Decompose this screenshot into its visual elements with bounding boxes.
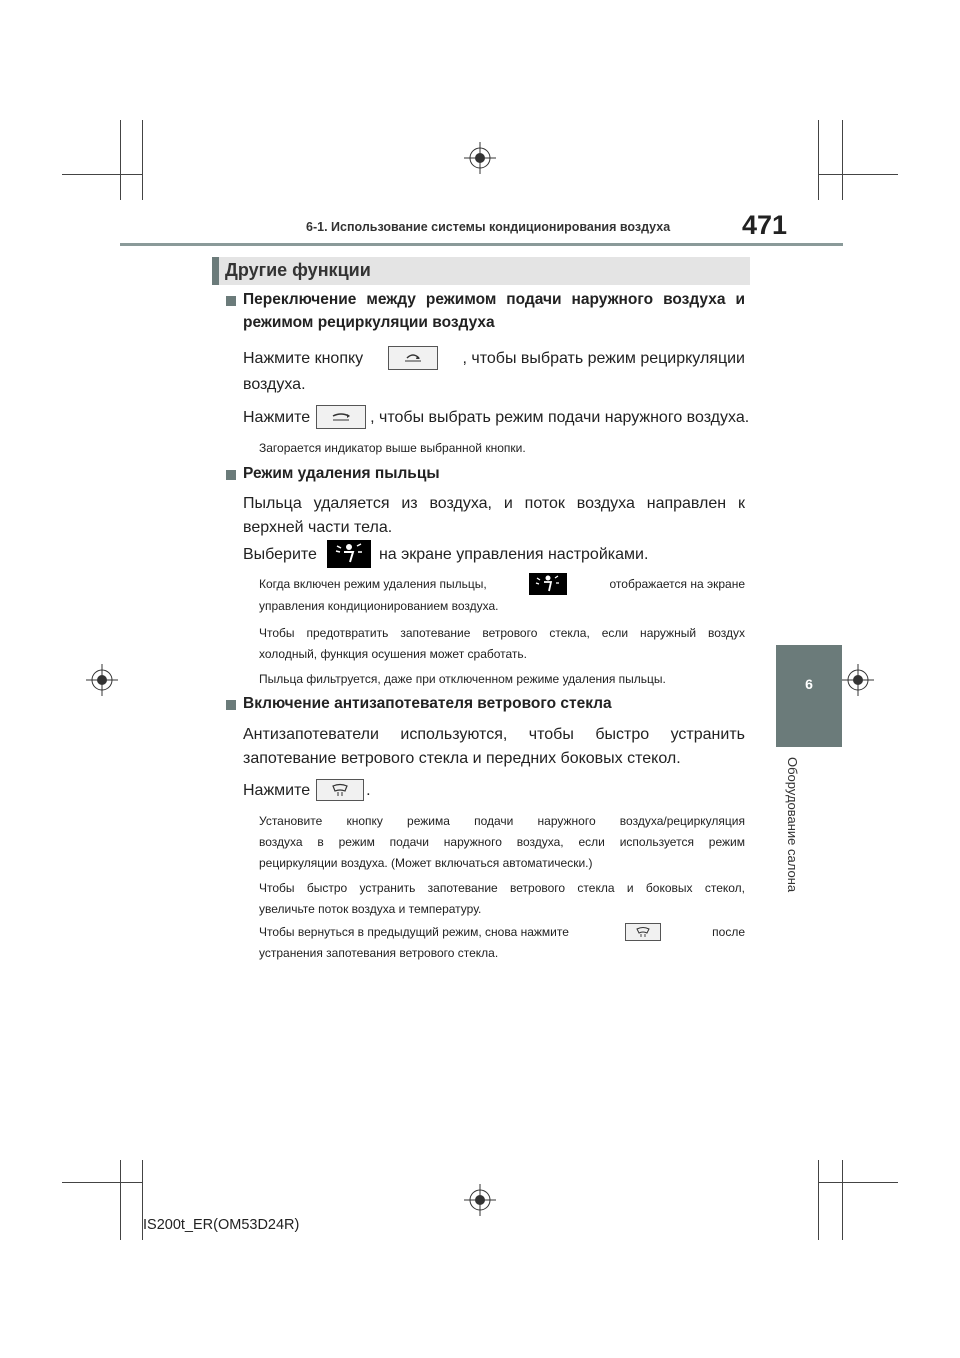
registration-mark-icon — [842, 664, 874, 696]
note-line: воздуха в режим подачи наружного воздуха, если используется режим — [259, 835, 745, 849]
chapter-tab — [776, 645, 842, 747]
note-line: рециркуляции воздуха. (Может включаться автоматически.) — [259, 856, 593, 870]
text: , чтобы выбрать режим рециркуляции — [462, 349, 745, 367]
text: , чтобы выбрать режим подачи наружного воздуха. — [370, 408, 750, 426]
pollen-mode-screen-icon — [327, 540, 371, 568]
text: Когда включен режим удаления пыльцы, — [259, 577, 487, 591]
paragraph-line: воздуха. — [243, 376, 306, 393]
section-accent — [212, 257, 219, 285]
text: отображается на экране — [609, 577, 745, 591]
paragraph-select-pollen — [243, 540, 745, 568]
heading-pollen: Режим удаления пыльцы — [243, 465, 440, 482]
text: на экране управления настройками. — [378, 545, 649, 563]
chapter-label — [784, 757, 804, 902]
header-divider — [120, 243, 843, 246]
registration-mark-icon — [464, 1184, 496, 1216]
section-title-bar — [212, 257, 750, 285]
windshield-defogger-button-icon — [625, 923, 661, 941]
pollen-mode-screen-icon — [529, 573, 567, 595]
recirculation-button-icon — [388, 346, 438, 370]
paragraph-line: запотевание ветрового стекла и передних боковых стекол. — [243, 750, 681, 767]
note-set-outside-air: Установите кнопку режима подачи наружного воздуха/рециркуляция — [259, 814, 745, 828]
paragraph-outside-air — [243, 403, 750, 431]
note-line: холодный, функция осушения может сработать. — [259, 647, 528, 661]
note-pollen-filter: Пыльца фильтруется, даже при отключенном режиме удаления пыльцы. — [259, 672, 666, 686]
windshield-defogger-button-icon — [316, 779, 364, 801]
registration-mark-icon — [464, 142, 496, 174]
note-indicator: Загорается индикатор выше выбранной кнопки. — [259, 441, 526, 455]
text: Выберите — [243, 545, 317, 563]
running-header: 6-1. Использование системы кондиционирования воздуха — [306, 220, 671, 234]
paragraph-press-defogger — [243, 776, 745, 804]
text: Нажмите — [243, 408, 311, 426]
paragraph-defogger: Антизапотеватели используются, чтобы быстро устранить — [243, 726, 745, 743]
text: Нажмите кнопку — [243, 349, 364, 367]
note-increase-airflow: Чтобы быстро устранить запотевание ветрового стекла и боковых стекол, — [259, 881, 745, 895]
outside-air-button-icon — [316, 405, 366, 429]
bullet-square — [226, 296, 236, 306]
heading-defogger: Включение антизапотевателя ветрового стекла — [243, 695, 612, 712]
bullet-square — [226, 700, 236, 710]
chapter-label-text: Оборудование салона — [785, 757, 800, 893]
note-pollen-display — [259, 573, 745, 595]
text: Нажмите — [243, 781, 311, 799]
paragraph-recirculation — [243, 344, 745, 372]
note-line: увеличьте поток воздуха и температуру. — [259, 902, 482, 916]
text: . — [366, 781, 371, 799]
heading-recirculation: Переключение между режимом подачи наружного воздуха и — [243, 291, 745, 308]
paragraph-pollen: Пыльца удаляется из воздуха, и поток воздуха направлен к — [243, 495, 745, 512]
note-line: устранения запотевания ветрового стекла. — [259, 946, 499, 960]
chapter-number: 6 — [805, 676, 813, 692]
note-return-previous — [259, 921, 745, 943]
text: после — [712, 925, 745, 939]
page-number: 471 — [742, 210, 788, 240]
note-dehumidify: Чтобы предотвратить запотевание ветрового стекла, если наружный воздух — [259, 626, 745, 640]
heading-recirculation-line2: режимом рециркуляции воздуха — [243, 314, 495, 331]
text: Чтобы вернуться в предыдущий режим, снова нажмите — [259, 925, 569, 939]
section-title: Другие функции — [225, 260, 371, 280]
paragraph-line: верхней части тела. — [243, 519, 393, 536]
document-code: IS200t_ER(OM53D24R) — [143, 1217, 300, 1233]
registration-mark-icon — [86, 664, 118, 696]
bullet-square — [226, 470, 236, 480]
note-line: управления кондиционированием воздуха. — [259, 599, 499, 613]
